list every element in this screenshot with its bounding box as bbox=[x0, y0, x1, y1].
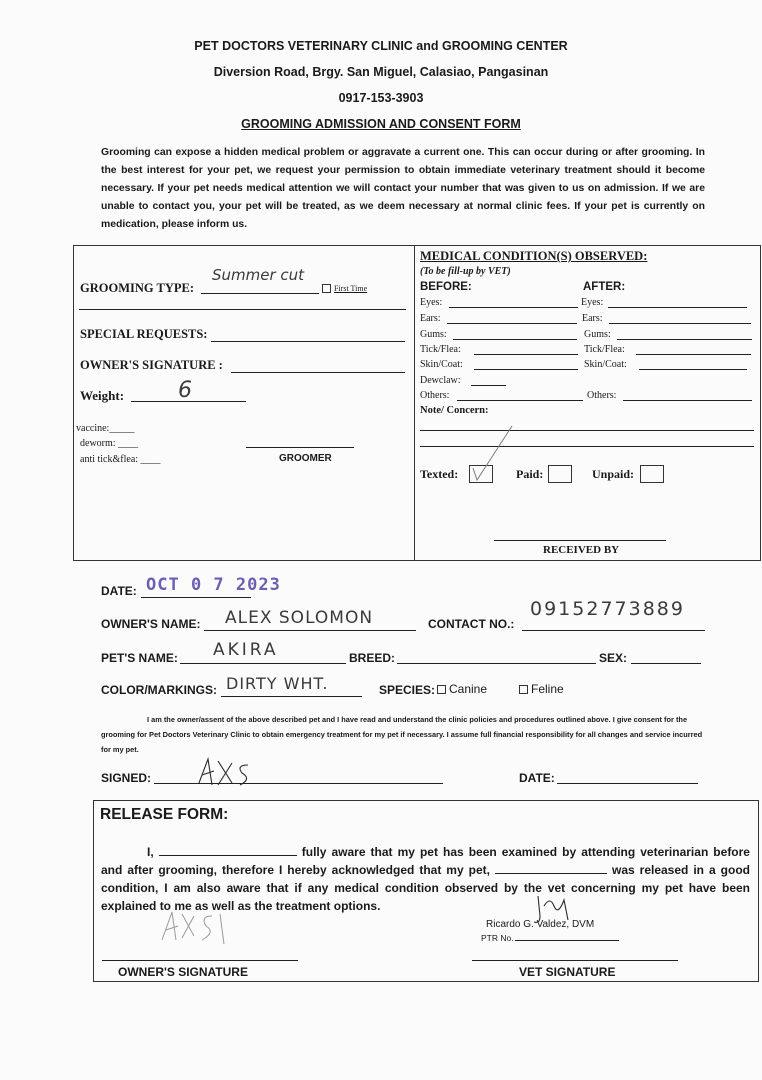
owner-name-line[interactable] bbox=[204, 630, 416, 631]
clinic-phone: 0917-153-3903 bbox=[338, 91, 424, 105]
before-skin-line[interactable] bbox=[474, 369, 578, 370]
release-owner-name-line[interactable] bbox=[159, 845, 297, 856]
date-line[interactable] bbox=[141, 597, 251, 598]
vaccine-label: vaccine:_____ bbox=[76, 423, 135, 434]
unpaid-label: Unpaid: bbox=[592, 467, 635, 481]
before-dewclaw: Dewclaw: bbox=[420, 375, 461, 386]
consent-paragraph: I am the owner/assent of the above described pet and I have read and understand the clinic policies and procedures outlined above. I give consent for the grooming for Pet Doctors Veterinary Clinic to obtain emergency treatment for my pet if necessary. I assume full financial responsibility for all changes and service incurred for my pet. bbox=[101, 715, 703, 754]
before-others-line[interactable] bbox=[457, 400, 583, 401]
pet-name-line[interactable] bbox=[180, 663, 346, 664]
after-skin-line[interactable] bbox=[639, 369, 747, 370]
unpaid-checkbox[interactable] bbox=[640, 465, 664, 483]
after-label: AFTER: bbox=[583, 281, 626, 293]
canine-option[interactable] bbox=[437, 682, 487, 696]
intro-paragraph: Grooming can expose a hidden medical problem or aggravate a current one. This can occur during or after grooming. In the best interest for your pet, we request your permission to obtain immediate veterinary treatment should it become necessary. If your pet needs medical attention we will contact your number that was given to us on admission. If we are unable to contact you, your pet will be treated, as we deem necessary at normal clinic fees. If your pet is currently on medication, please inform us. bbox=[101, 147, 705, 230]
ptr-label: PTR No. bbox=[481, 933, 514, 943]
color-line[interactable] bbox=[221, 696, 362, 697]
canine-checkbox[interactable] bbox=[437, 685, 446, 694]
owner-name-label: OWNER'S NAME: bbox=[101, 617, 201, 631]
signature-date-label: DATE: bbox=[519, 771, 555, 785]
signed-label: SIGNED: bbox=[101, 771, 152, 785]
grooming-type-value: Summer cut bbox=[212, 266, 305, 284]
contact-label: CONTACT NO.: bbox=[428, 617, 515, 631]
vet-name: Ricardo G. Valdez, DVM bbox=[486, 919, 595, 930]
weight-value: 6 bbox=[178, 378, 192, 403]
breed-label: BREED: bbox=[349, 651, 396, 665]
clinic-name: PET DOCTORS VETERINARY CLINIC and GROOMING CENTER bbox=[194, 39, 568, 53]
feline-checkbox[interactable] bbox=[519, 685, 528, 694]
before-skin: Skin/Coat: bbox=[420, 359, 463, 370]
clinic-address: Diversion Road, Brgy. San Miguel, Calasiao, Pangasinan bbox=[213, 65, 549, 79]
after-tick-line[interactable] bbox=[636, 354, 751, 355]
after-eyes: Eyes: bbox=[581, 297, 604, 308]
texted-label: Texted: bbox=[420, 467, 459, 481]
texted-check-mark-icon bbox=[468, 424, 518, 484]
before-label: BEFORE: bbox=[420, 281, 472, 293]
box-divider bbox=[414, 245, 415, 560]
grooming-type-line[interactable] bbox=[201, 293, 319, 294]
medical-title: MEDICAL CONDITION(S) OBSERVED: bbox=[420, 249, 648, 263]
breed-line[interactable] bbox=[397, 663, 596, 664]
release-owner-signature-label: OWNER'S SIGNATURE bbox=[118, 965, 248, 979]
owner-signature-line[interactable] bbox=[231, 372, 405, 373]
special-requests-line[interactable] bbox=[211, 341, 405, 342]
ptr-line[interactable] bbox=[515, 940, 619, 941]
before-gums: Gums: bbox=[420, 329, 447, 340]
feline-label: Feline bbox=[531, 682, 564, 696]
before-dewclaw-line[interactable] bbox=[471, 385, 506, 386]
owner-signature-scribble bbox=[196, 755, 271, 791]
after-gums: Gums: bbox=[584, 329, 611, 340]
release-vet-signature-label: VET SIGNATURE bbox=[519, 965, 616, 979]
release-text-part2: fully aware that my pet has been examined by attending veterinarian before and after grooming, therefore I hereby acknowledged that my pet, bbox=[101, 845, 750, 877]
contact-line[interactable] bbox=[522, 630, 705, 631]
weight-label: Weight: bbox=[80, 388, 125, 403]
color-value: DIRTY WHT. bbox=[226, 674, 329, 693]
owner-signature-label: OWNER'S SIGNATURE : bbox=[80, 358, 223, 372]
before-others: Others: bbox=[420, 390, 450, 401]
after-gums-line[interactable] bbox=[617, 339, 752, 340]
medical-subtitle: (To be fill-up by VET) bbox=[420, 266, 511, 277]
release-text-part3: was released in a good condition, I am also aware that if any medical condition observed by the vet concerning my pet have been explained to me as well as the treatment options. bbox=[101, 863, 750, 913]
anti-tick-label: anti tick&flea: ____ bbox=[80, 454, 161, 465]
signature-date-line[interactable] bbox=[557, 783, 698, 784]
grooming-type-line-2 bbox=[79, 309, 406, 310]
before-eyes-line[interactable] bbox=[449, 307, 578, 308]
feline-option[interactable] bbox=[519, 682, 564, 696]
species-label: SPECIES: bbox=[379, 683, 436, 697]
form-title: GROOMING ADMISSION AND CONSENT FORM bbox=[241, 117, 521, 131]
first-time-box[interactable] bbox=[322, 284, 331, 293]
received-by-label: RECEIVED BY bbox=[543, 544, 620, 556]
release-vet-signature-line[interactable] bbox=[472, 960, 678, 961]
first-time-checkbox[interactable] bbox=[322, 284, 367, 293]
after-others: Others: bbox=[587, 390, 617, 401]
paid-label: Paid: bbox=[516, 467, 544, 481]
pet-name-value: AKIRA bbox=[213, 640, 279, 660]
after-ears-line[interactable] bbox=[609, 323, 751, 324]
after-others-line[interactable] bbox=[623, 400, 752, 401]
groomer-label: GROOMER bbox=[279, 453, 332, 464]
after-eyes-line[interactable] bbox=[608, 307, 747, 308]
date-label: DATE: bbox=[101, 584, 137, 598]
grooming-type-label: GROOMING TYPE: bbox=[80, 281, 195, 295]
before-tick-line[interactable] bbox=[474, 354, 578, 355]
paid-checkbox[interactable] bbox=[548, 465, 572, 483]
pet-name-label: PET'S NAME: bbox=[101, 651, 178, 665]
release-owner-signature-line[interactable] bbox=[102, 960, 298, 961]
special-requests-label: SPECIAL REQUESTS: bbox=[80, 327, 208, 341]
color-label: COLOR/MARKINGS: bbox=[101, 683, 217, 697]
after-ears: Ears: bbox=[582, 313, 603, 324]
release-owner-signature-scribble bbox=[158, 904, 238, 952]
contact-value: 09152773889 bbox=[530, 598, 685, 620]
received-by-line[interactable] bbox=[494, 540, 666, 541]
before-gums-line[interactable] bbox=[453, 339, 577, 340]
release-title: RELEASE FORM: bbox=[100, 806, 229, 823]
before-eyes: Eyes: bbox=[420, 297, 443, 308]
before-ears: Ears: bbox=[420, 313, 441, 324]
sex-line[interactable] bbox=[631, 663, 701, 664]
before-tick: Tick/Flea: bbox=[420, 344, 461, 355]
after-tick: Tick/Flea: bbox=[584, 344, 625, 355]
before-ears-line[interactable] bbox=[447, 323, 577, 324]
release-text-part1: I, bbox=[147, 845, 154, 859]
deworm-label: deworm: ____ bbox=[80, 438, 139, 449]
first-time-label: First Time bbox=[334, 284, 368, 293]
sex-label: SEX: bbox=[599, 651, 628, 665]
release-pet-name-line[interactable] bbox=[495, 863, 607, 874]
after-skin: Skin/Coat: bbox=[584, 359, 627, 370]
date-stamp: OCT 0 7 2023 bbox=[146, 575, 281, 595]
groomer-line[interactable] bbox=[246, 447, 354, 448]
note-concern-label: Note/ Concern: bbox=[420, 405, 489, 416]
owner-name-value: ALEX SOLOMON bbox=[225, 608, 374, 628]
canine-label: Canine bbox=[449, 682, 488, 696]
